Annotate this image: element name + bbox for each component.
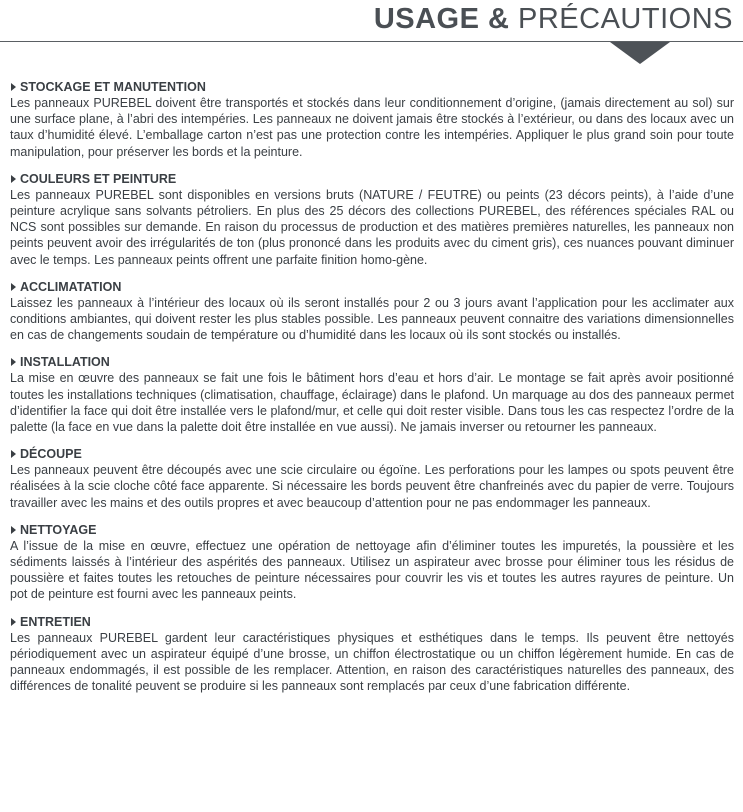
section-installation — [10, 354, 734, 435]
section-paragraph: Laissez les panneaux à l’intérieur des locaux où ils seront installés pour 2 ou 3 jours avant l’application pour les acclimater aux conditions ambiantes, qui doivent rester les plus stables possible. Les panneaux peuvent connaitre des variations dimensionnelles en cas de changements soudain de température ou d’humidité dans les locaux où ils sont stockés ou installés. — [10, 295, 734, 343]
section-heading-text: INSTALLATION — [20, 355, 110, 370]
section-heading — [10, 79, 734, 95]
bullet-arrow-icon — [11, 83, 16, 91]
section-paragraph: Les panneaux PUREBEL sont disponibles en versions bruts (NATURE / FEUTRE) ou peints (23 décors peints), à l’aide d’une peinture acrylique sans solvants pétroliers. En plus des 25 décors des collections PUREBEL, des références spéciales RAL ou NCS sont possibles sur demande. En raison du processus de production et des matières premières naturelles, les panneaux non peints peuvent avoir des irrégularités de ton (plus prononcé dans les produits avec du ciment gris), ces nuances pouvant diminuer avec le temps. Les panneaux peints offrent une parfaite finition homo-gène. — [10, 187, 734, 267]
section-heading — [10, 279, 734, 295]
section-heading — [10, 446, 734, 462]
bullet-arrow-icon — [11, 283, 16, 291]
section-heading-text: STOCKAGE ET MANUTENTION — [20, 80, 206, 94]
section-heading-text: NETTOYAGE — [20, 522, 97, 537]
section-paragraph: A l’issue de la mise en œuvre, effectuez une opération de nettoyage afin d’éliminer toutes les impuretés, la poussière et les sédiments laissés à l’intérieur des aspérités des panneaux. Utilisez un aspirateur avec brosse pour éliminer tous les résidus de poussière et faites toutes les retouches de peinture nécessaires pour couvrir les vis et toutes les autres rayures de peinture. Un pot de peinture est fourni avec les panneaux peints. — [10, 538, 734, 602]
page-title-bold: USAGE & — [373, 3, 510, 35]
section-paragraph: La mise en œuvre des panneaux se fait une fois le bâtiment hors d’eau et hors d’air. Le montage se fait après avoir positionné toutes les installations techniques (climatisation, chauffage, éclairage) dans le plafond. Un marquage au dos des panneaux permet d’identifier la face qui doit être installée vers le plafond/mur, et celle qui doit rester visible. Dans tous les cas respectez l’ordre de la palette (la face en vue dans la palette doit être installée en vue aussi). Ne jamais inverser ou retourner les panneaux. — [10, 371, 734, 435]
section-acclimatation — [10, 279, 734, 344]
section-paragraph: Les panneaux PUREBEL doivent être transportés et stockés dans leur conditionnement d’origine, (jamais directement au sol) sur une surface plane, à l’abri des intempéries. Les panneaux ne doivent jamais être stockés à l’extérieur, ou dans des locaux avec un taux d’humidité élevé. L’emballage carton n’est pas une protection contre les intempéries. Appliquer le plus grand soin pour toute manipulation, pour préserver les bords et la peinture. — [10, 96, 734, 159]
page-title-light: PRÉCAUTIONS — [518, 3, 733, 35]
section-nettoyage — [10, 522, 734, 603]
section-paragraph: Les panneaux PUREBEL gardent leur caractéristiques physiques et esthétiques dans le temps. Ils peuvent être nettoyés périodiquement avec un aspirateur équipé d’une brosse, un chiffon électrostatique ou un chiffon légèrement humide. En cas de panneaux endommagés, il est possible de les remplacer. Attention, en raison des caractéristiques naturelles des panneaux, des différences de tonalité peuvent se produire si les panneaux sont remplacés par ceux d’une fabrication différente. — [10, 630, 734, 694]
section-stockage — [10, 79, 734, 160]
section-heading — [10, 614, 734, 630]
section-entretien — [10, 614, 734, 695]
section-heading — [10, 522, 734, 538]
section-heading — [10, 171, 734, 187]
header-triangle-marker — [610, 42, 670, 64]
section-heading-text: ENTRETIEN — [20, 614, 91, 629]
section-heading-text: DÉCOUPE — [20, 447, 82, 462]
section-decoupe — [10, 446, 734, 511]
page-title — [374, 2, 733, 36]
page-header — [0, 0, 743, 70]
bullet-arrow-icon — [11, 175, 16, 183]
section-couleurs — [10, 171, 734, 268]
section-paragraph: Les panneaux peuvent être découpés avec une scie circulaire ou égoïne. Les perforations pour les lampes ou spots peuvent être réalisées à la scie cloche côté face apparente. Si nécessaire les bords peuvent être chanfreinés avec du papier de verre. Toujours travailler avec les mains et des outils propres et avec beaucoup d’attention pour ne pas endommager les panneaux. — [10, 463, 734, 510]
section-heading-text: COULEURS ET PEINTURE — [20, 171, 177, 186]
section-heading — [10, 354, 734, 370]
bullet-arrow-icon — [11, 358, 16, 366]
document-body — [10, 79, 734, 705]
bullet-arrow-icon — [11, 450, 16, 458]
section-heading-text: ACCLIMATATION — [20, 279, 122, 294]
bullet-arrow-icon — [11, 618, 16, 626]
bullet-arrow-icon — [11, 526, 16, 534]
